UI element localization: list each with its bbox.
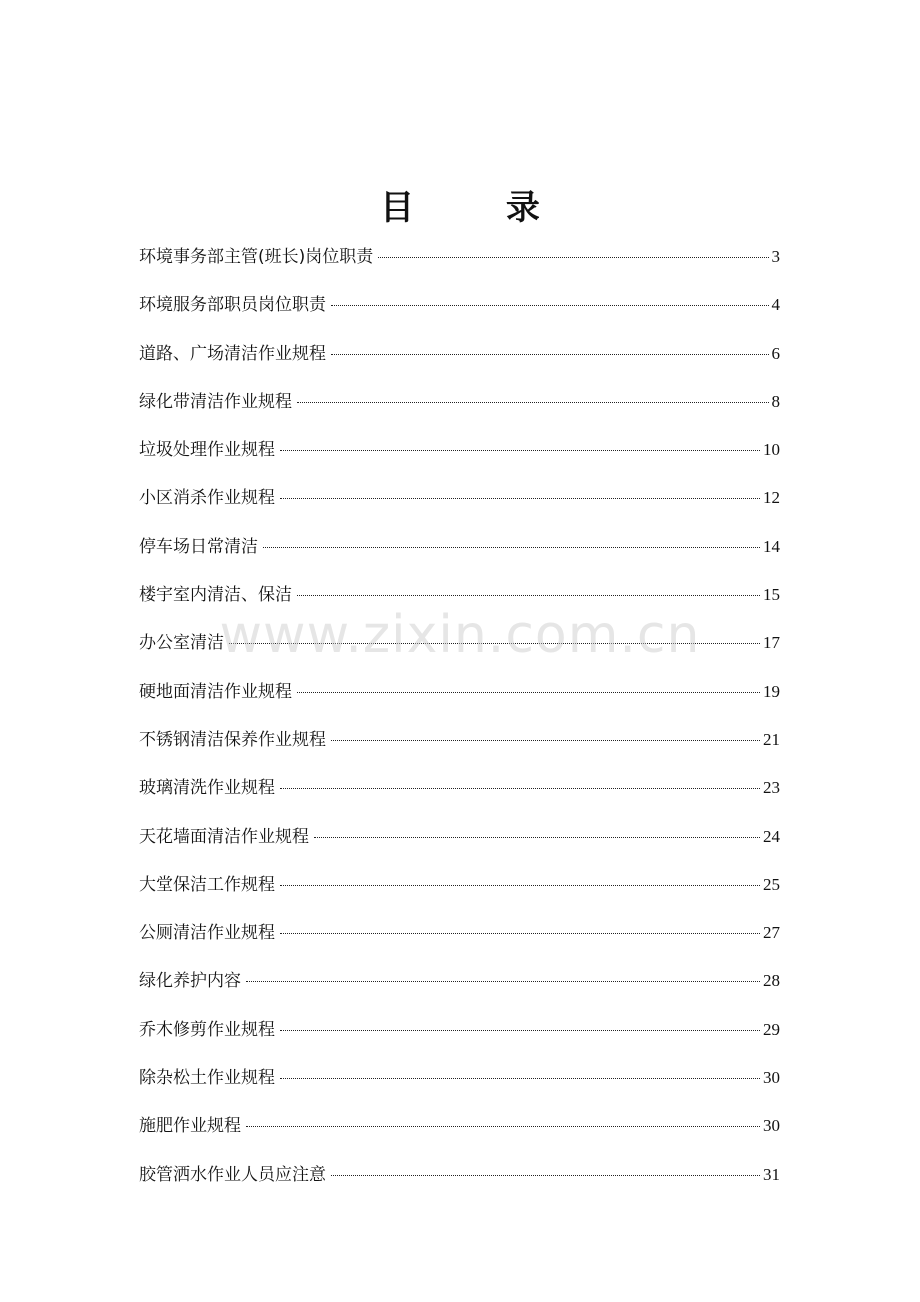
toc-entry[interactable] [139, 333, 780, 381]
toc-dot-leader [280, 788, 760, 789]
toc-entry[interactable] [139, 574, 780, 622]
toc-entry-page-number: 30 [763, 1068, 780, 1088]
toc-entry[interactable] [139, 381, 780, 429]
toc-entry-label: 垃圾处理作业规程 [139, 440, 275, 461]
toc-entry-label: 施肥作业规程 [139, 1116, 241, 1137]
toc-entry-label: 不锈钢清洁保养作业规程 [139, 729, 326, 750]
toc-entry-page-number: 14 [763, 536, 780, 556]
toc-entry-label: 乔木修剪作业规程 [139, 1019, 275, 1040]
toc-entry-label: 公厕清洁作业规程 [139, 923, 275, 944]
toc-entry[interactable] [139, 864, 780, 912]
toc-entry[interactable] [139, 1105, 780, 1153]
toc-entry[interactable] [139, 767, 780, 815]
toc-entry-label: 玻璃清洗作业规程 [139, 778, 275, 799]
toc-entry-page-number: 8 [771, 391, 780, 411]
toc-dot-leader [280, 1030, 760, 1031]
toc-entry[interactable] [139, 622, 780, 670]
toc-dot-leader [331, 740, 760, 741]
toc-dot-leader [246, 981, 760, 982]
toc-entry-label: 楼宇室内清洁、保洁 [139, 585, 292, 606]
toc-entry-label: 办公室清洁 [139, 633, 224, 654]
toc-entry-page-number: 21 [763, 729, 780, 749]
toc-dot-leader [280, 450, 760, 451]
toc-entry-label: 天花墙面清洁作业规程 [139, 826, 309, 847]
toc-entry-label: 绿化养护内容 [139, 971, 241, 992]
toc-dot-leader [331, 354, 769, 355]
toc-entry-label: 环境服务部职员岗位职责 [139, 295, 326, 316]
toc-entry[interactable] [139, 236, 780, 284]
toc-entry-page-number: 3 [771, 247, 780, 266]
toc-dot-leader [331, 1175, 760, 1176]
toc-entry-page-number: 23 [763, 778, 780, 798]
toc-entry-page-number: 6 [771, 343, 780, 363]
toc-list [139, 236, 780, 1202]
toc-entry[interactable] [139, 1009, 780, 1057]
toc-dot-leader [378, 257, 768, 258]
toc-entry-page-number: 30 [763, 1116, 780, 1136]
toc-entry-label: 胶管洒水作业人员应注意 [139, 1164, 326, 1185]
toc-entry-page-number: 29 [763, 1019, 780, 1039]
toc-entry-label: 小区消杀作业规程 [139, 488, 275, 509]
toc-dot-leader [331, 305, 769, 306]
toc-entry[interactable] [139, 477, 780, 525]
toc-dot-leader [280, 1078, 760, 1079]
toc-entry-label: 硬地面清洁作业规程 [139, 681, 292, 702]
toc-entry-page-number: 10 [763, 440, 780, 460]
toc-entry-page-number: 12 [763, 488, 780, 508]
toc-entry[interactable] [139, 719, 780, 767]
toc-entry-label: 停车场日常清洁 [139, 536, 258, 557]
toc-entry[interactable] [139, 960, 780, 1008]
toc-entry-label: 绿化带清洁作业规程 [139, 391, 292, 412]
toc-entry-page-number: 25 [763, 874, 780, 894]
toc-entry-page-number: 4 [771, 295, 780, 315]
toc-entry[interactable] [139, 671, 780, 719]
toc-entry[interactable] [139, 816, 780, 864]
toc-entry-page-number: 19 [763, 681, 780, 701]
toc-entry-page-number: 31 [763, 1164, 780, 1184]
watermark: www.zixin.com.cn [219, 605, 701, 665]
toc-dot-leader [229, 643, 760, 644]
toc-dot-leader [280, 885, 760, 886]
toc-entry[interactable] [139, 284, 780, 332]
toc-entry[interactable] [139, 912, 780, 960]
toc-entry-page-number: 24 [763, 826, 780, 846]
toc-dot-leader [263, 547, 760, 548]
toc-dot-leader [280, 498, 760, 499]
toc-dot-leader [280, 933, 760, 934]
toc-entry-page-number: 28 [763, 971, 780, 991]
toc-dot-leader [246, 1126, 760, 1127]
toc-entry-label: 大堂保洁工作规程 [139, 874, 275, 895]
toc-entry[interactable] [139, 526, 780, 574]
toc-entry-page-number: 17 [763, 633, 780, 653]
toc-entry-page-number: 27 [763, 923, 780, 943]
toc-dot-leader [297, 402, 769, 403]
toc-entry-page-number: 15 [763, 585, 780, 605]
toc-title: 目 录 [380, 188, 580, 228]
toc-entry[interactable] [139, 1057, 780, 1105]
toc-dot-leader [297, 692, 760, 693]
toc-dot-leader [314, 837, 760, 838]
toc-entry[interactable] [139, 429, 780, 477]
toc-entry-label: 环境事务部主管(班长)岗位职责 [139, 247, 374, 267]
toc-entry[interactable] [139, 1154, 780, 1202]
toc-dot-leader [297, 595, 760, 596]
toc-entry-label: 道路、广场清洁作业规程 [139, 343, 326, 364]
toc-entry-label: 除杂松土作业规程 [139, 1068, 275, 1089]
